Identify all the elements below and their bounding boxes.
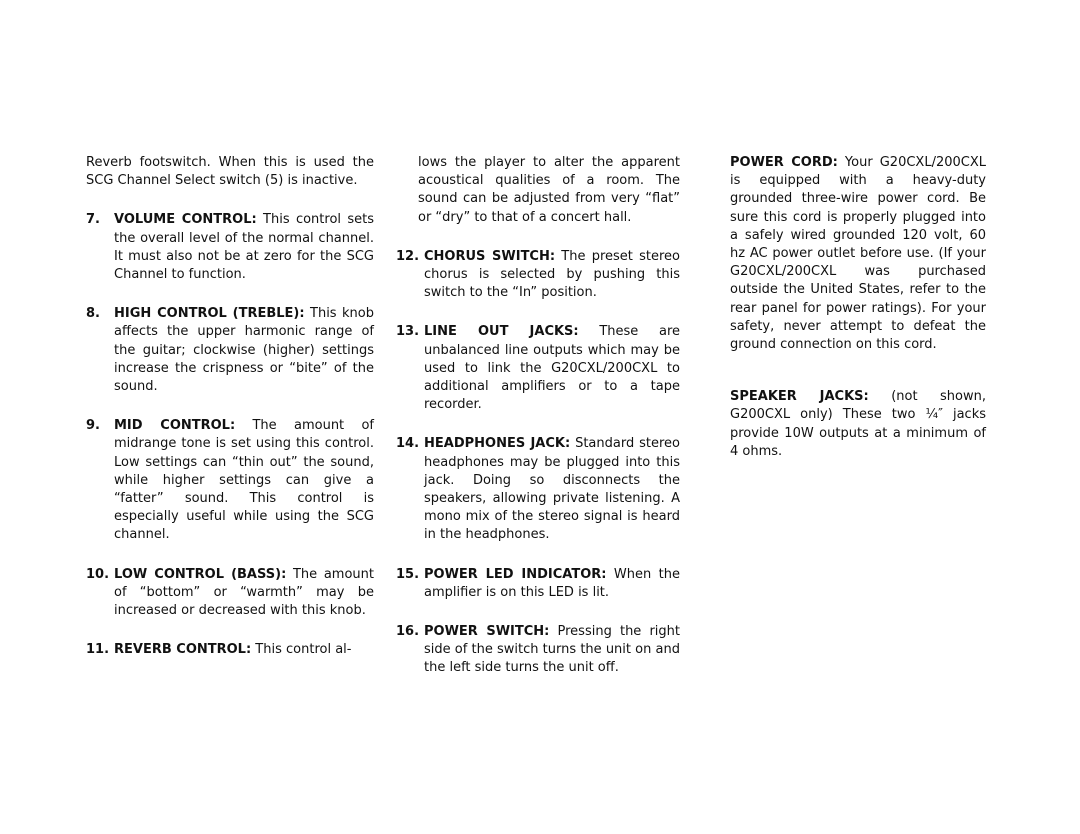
continued-paragraph: lows the player to alter the apparent acoustical qualities of a room. The sound can be adjusted from very “flat” or “dry” to that of a concert hall.	[418, 155, 680, 225]
item-mid-control	[86, 417, 374, 544]
continued-paragraph: Reverb footswitch. When this is used the SCG Channel Select switch (5) is inactive.	[86, 155, 374, 189]
item-text: (not shown, G200CXL only) These two ¼″ jacks provide 10W outputs at a minimum of 4 ohms.	[730, 389, 986, 459]
item-heading: LINE OUT JACKS:	[424, 324, 579, 340]
item-text: The amount of “bottom” or “warmth” may be increased or decreased with this knob.	[114, 566, 374, 619]
item-text: This control al-	[251, 642, 352, 658]
item-speaker-jacks	[730, 388, 986, 461]
item-text: Standard stereo headphones may be plugged into this jack. Doing so disconnects the speakers, allowing private listening. A mono mix of the stereo signal is heard in the headphones.	[424, 436, 680, 543]
item-text: The preset stereo chorus is selected by pushing this switch to the “In” position.	[424, 248, 680, 301]
item-heading: REVERB CONTROL:	[114, 642, 252, 658]
item-heading: HIGH CONTROL (TREBLE):	[114, 306, 305, 322]
item-number: 9.	[86, 418, 100, 434]
item-heading: HEADPHONES JACK:	[424, 436, 571, 452]
item-line-out-jacks	[396, 323, 680, 414]
item-number: 7.	[86, 212, 100, 228]
item-reverb-control	[86, 641, 374, 659]
item-text: Pressing the right side of the switch turns the unit on and the left side turns the unit off.	[424, 624, 680, 676]
item-high-control	[86, 305, 374, 396]
item-number: 11.	[86, 642, 110, 658]
item-heading: POWER LED INDICATOR:	[424, 566, 607, 582]
item-number: 10.	[86, 566, 110, 582]
item-text: When the amplifier is on this LED is lit.	[424, 566, 680, 600]
item-number: 8.	[86, 306, 100, 322]
item-power-cord	[730, 154, 986, 354]
item-heading: CHORUS SWITCH:	[424, 248, 556, 264]
item-text: This knob affects the upper harmonic range of the guitar; clockwise (higher) settings increase the crispness or “bite” of the sound.	[114, 306, 374, 395]
item-text: The amount of midrange tone is set using this control. Low settings can “thin out” the sound, while higher settings can give a “fatter” sound. This control is especially useful while using the SCG channel.	[114, 418, 374, 543]
column-3	[730, 154, 986, 482]
item-power-led-indicator	[396, 566, 680, 602]
item-headphones-jack	[396, 435, 680, 544]
item-heading: POWER CORD:	[730, 155, 838, 170]
item-number: 16.	[396, 624, 420, 640]
item-number: 14.	[396, 436, 420, 452]
item-low-control	[86, 566, 374, 621]
item-volume-control	[86, 211, 374, 284]
item-heading: MID CONTROL:	[114, 418, 236, 434]
item-text: These are unbalanced line outputs which may be used to link the G20CXL/200CXL to additional amplifiers or to a tape recorder.	[424, 324, 680, 413]
item-heading: VOLUME CONTROL:	[114, 212, 257, 228]
item-number: 12.	[396, 248, 420, 264]
item-number: 13.	[396, 324, 420, 340]
item-power-switch	[396, 623, 680, 678]
item-text: This control sets the overall level of the normal channel. It must also not be at zero for the SCG Channel to function.	[114, 212, 374, 283]
column-2	[396, 154, 680, 699]
item-chorus-switch	[396, 248, 680, 303]
item-text: Your G20CXL/200CXL is equipped with a heavy-duty grounded three-wire power cord. Be sure this cord is properly plugged into a safely wired grounded 120 volt, 60 hz AC power outlet before use. (If your G20CXL/200CXL was purchased outside the United States, refer to the rear panel for power ratings). For your safety, never attempt to defeat the ground connection on this cord.	[730, 155, 986, 353]
item-heading: SPEAKER JACKS:	[730, 389, 869, 405]
column-1	[86, 154, 374, 680]
item-heading: POWER SWITCH:	[424, 624, 550, 640]
item-number: 15.	[396, 566, 420, 582]
item-heading: LOW CONTROL (BASS):	[114, 566, 287, 582]
